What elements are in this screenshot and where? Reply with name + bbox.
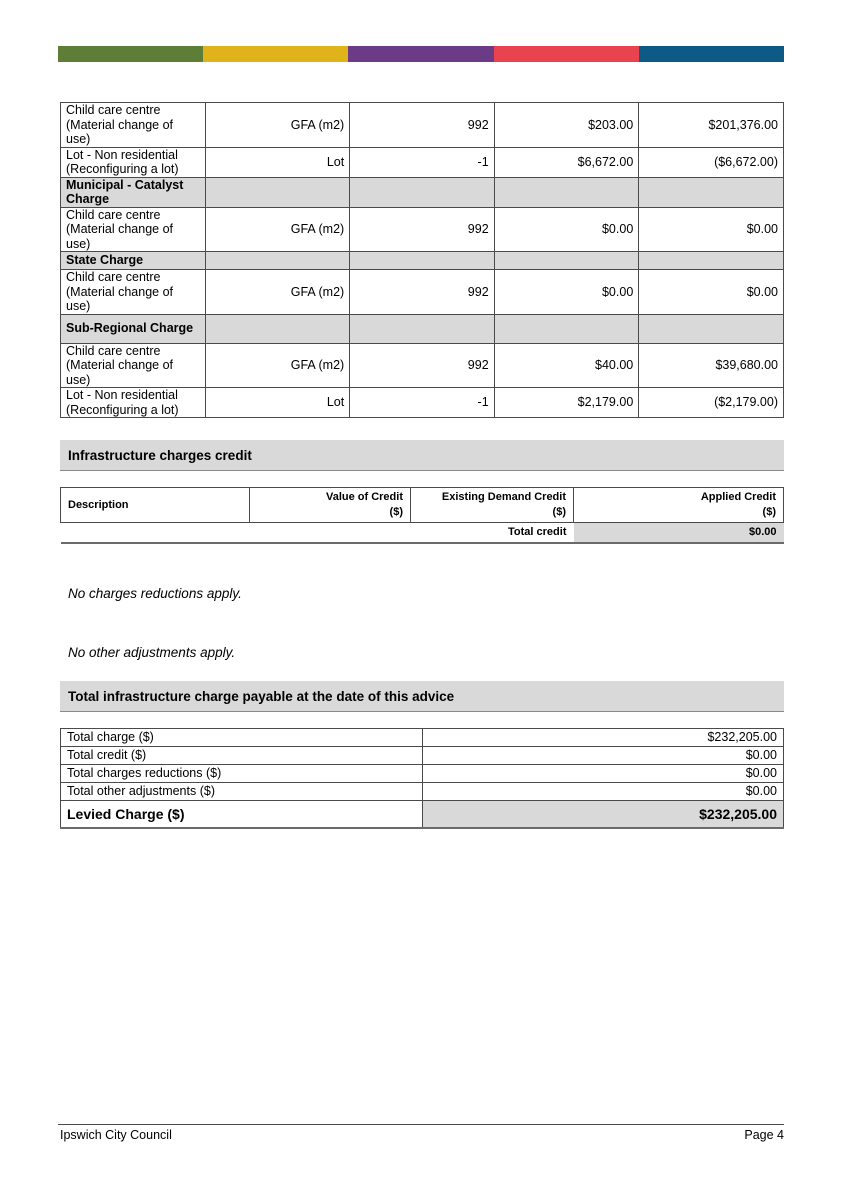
charge-description: Lot - Non residential (Reconfiguring a lot) xyxy=(61,388,206,418)
charge-amount: ($2,179.00) xyxy=(639,388,784,418)
charge-quantity: 992 xyxy=(350,103,494,148)
empty-cell xyxy=(350,252,494,270)
levied-charge-value: $232,205.00 xyxy=(423,801,784,829)
charge-unit: Lot xyxy=(205,147,349,177)
empty-cell xyxy=(350,314,494,343)
summary-row xyxy=(61,729,784,747)
reductions-note: No charges reductions apply. xyxy=(68,586,242,601)
charge-quantity: 992 xyxy=(350,207,494,252)
credit-col-description: Description xyxy=(61,488,250,523)
charge-amount: ($6,672.00) xyxy=(639,147,784,177)
charge-unit: GFA (m2) xyxy=(205,207,349,252)
color-segment xyxy=(639,46,784,62)
empty-cell xyxy=(350,177,494,207)
empty-cell xyxy=(205,252,349,270)
empty-cell xyxy=(205,314,349,343)
charges-table xyxy=(60,102,784,418)
summary-value: $0.00 xyxy=(423,783,784,801)
empty-cell xyxy=(494,252,639,270)
summary-label: Total charges reductions ($) xyxy=(61,765,423,783)
charge-category-row xyxy=(61,177,784,207)
summary-row xyxy=(61,783,784,801)
charge-amount: $0.00 xyxy=(639,207,784,252)
summary-label: Total credit ($) xyxy=(61,747,423,765)
color-segment xyxy=(494,46,639,62)
charge-rate: $2,179.00 xyxy=(494,388,639,418)
total-credit-label: Total credit xyxy=(61,523,574,544)
charge-unit: GFA (m2) xyxy=(205,270,349,315)
charge-quantity: 992 xyxy=(350,270,494,315)
charge-rate: $203.00 xyxy=(494,103,639,148)
summary-value: $0.00 xyxy=(423,747,784,765)
charge-description: Child care centre (Material change of use) xyxy=(61,343,206,388)
charge-quantity: -1 xyxy=(350,388,494,418)
charge-row xyxy=(61,270,784,315)
charge-category-name: Municipal - Catalyst Charge xyxy=(61,177,206,207)
charge-row xyxy=(61,207,784,252)
charge-row xyxy=(61,388,784,418)
summary-section-heading: Total infrastructure charge payable at the date of this advice xyxy=(60,681,784,712)
charge-description: Lot - Non residential (Reconfiguring a lot) xyxy=(61,147,206,177)
adjustments-note: No other adjustments apply. xyxy=(68,645,236,660)
summary-label: Total other adjustments ($) xyxy=(61,783,423,801)
charge-row xyxy=(61,103,784,148)
charge-amount: $0.00 xyxy=(639,270,784,315)
footer-divider xyxy=(58,1124,784,1125)
charge-category-name: Sub-Regional Charge xyxy=(61,314,206,343)
charge-row xyxy=(61,343,784,388)
summary-label: Total charge ($) xyxy=(61,729,423,747)
total-credit-value: $0.00 xyxy=(574,523,784,544)
charge-description: Child care centre (Material change of use) xyxy=(61,103,206,148)
empty-cell xyxy=(494,314,639,343)
color-segment xyxy=(58,46,203,62)
color-segment xyxy=(203,46,348,62)
empty-cell xyxy=(205,177,349,207)
charge-unit: Lot xyxy=(205,388,349,418)
charge-rate: $0.00 xyxy=(494,207,639,252)
charge-rate: $0.00 xyxy=(494,270,639,315)
charge-category-row xyxy=(61,314,784,343)
empty-cell xyxy=(639,314,784,343)
empty-cell xyxy=(639,177,784,207)
header-color-bar xyxy=(58,46,784,62)
summary-row xyxy=(61,765,784,783)
summary-row xyxy=(61,747,784,765)
levied-charge-row xyxy=(61,801,784,829)
empty-cell xyxy=(494,177,639,207)
credit-col-applied: Applied Credit ($) xyxy=(574,488,784,523)
credit-col-value: Value of Credit ($) xyxy=(250,488,411,523)
summary-table xyxy=(60,728,784,829)
levied-charge-label: Levied Charge ($) xyxy=(61,801,423,829)
charge-rate: $40.00 xyxy=(494,343,639,388)
charge-quantity: 992 xyxy=(350,343,494,388)
empty-cell xyxy=(639,252,784,270)
credit-col-existing-demand: Existing Demand Credit ($) xyxy=(411,488,574,523)
charge-unit: GFA (m2) xyxy=(205,103,349,148)
color-segment xyxy=(348,46,493,62)
charge-quantity: -1 xyxy=(350,147,494,177)
charge-row xyxy=(61,147,784,177)
footer-org: Ipswich City Council xyxy=(60,1128,172,1142)
charge-description: Child care centre (Material change of use) xyxy=(61,270,206,315)
charge-description: Child care centre (Material change of use) xyxy=(61,207,206,252)
footer-page-number: Page 4 xyxy=(744,1128,784,1142)
summary-value: $0.00 xyxy=(423,765,784,783)
charge-unit: GFA (m2) xyxy=(205,343,349,388)
charge-amount: $201,376.00 xyxy=(639,103,784,148)
charge-amount: $39,680.00 xyxy=(639,343,784,388)
charge-category-row xyxy=(61,252,784,270)
charge-rate: $6,672.00 xyxy=(494,147,639,177)
charge-category-name: State Charge xyxy=(61,252,206,270)
credit-section-heading: Infrastructure charges credit xyxy=(60,440,784,471)
credit-table xyxy=(60,487,784,544)
summary-value: $232,205.00 xyxy=(423,729,784,747)
